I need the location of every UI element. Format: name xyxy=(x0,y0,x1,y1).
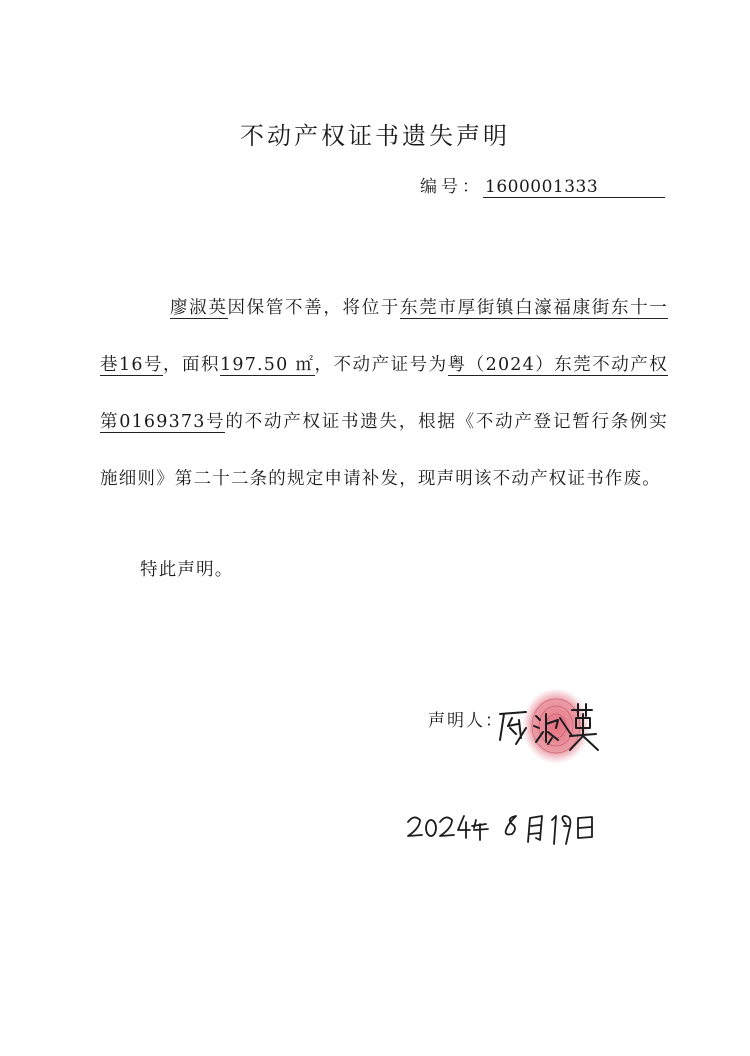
signature-image xyxy=(486,688,616,778)
body-text-1: 因保管不善，将位于 xyxy=(227,298,401,318)
document-number xyxy=(420,172,665,198)
property-address: 东莞市厚街镇白濠福康街东十一巷16号 xyxy=(100,298,668,375)
signature-with-fingerprint xyxy=(486,688,616,778)
page-title: 不动产权证书遗失声明 xyxy=(240,122,510,150)
statement-body xyxy=(100,280,668,508)
number-label: 编号： xyxy=(420,177,483,197)
date-image xyxy=(400,808,610,858)
body-text-3: ，不动产证号为 xyxy=(314,355,448,375)
declarant-label: 声明人： xyxy=(428,711,504,731)
owner-name: 廖淑英 xyxy=(170,298,228,318)
body-text-2: ，面积 xyxy=(163,355,221,375)
number-value: 1600001333 xyxy=(483,177,665,198)
property-area: 197.50 ㎡ xyxy=(220,355,315,375)
closing-text: 特此声明。 xyxy=(140,560,234,580)
handwritten-date xyxy=(400,808,610,858)
body-text-4: 的不动产权证书遗失，根据《不动产登记暂行条例实施细则》第二十二条的规定申请补发，现声明该不动产权证书作废。 xyxy=(100,412,668,489)
certificate-number: 粤（2024）东莞不动产权第0169373号 xyxy=(100,355,668,432)
